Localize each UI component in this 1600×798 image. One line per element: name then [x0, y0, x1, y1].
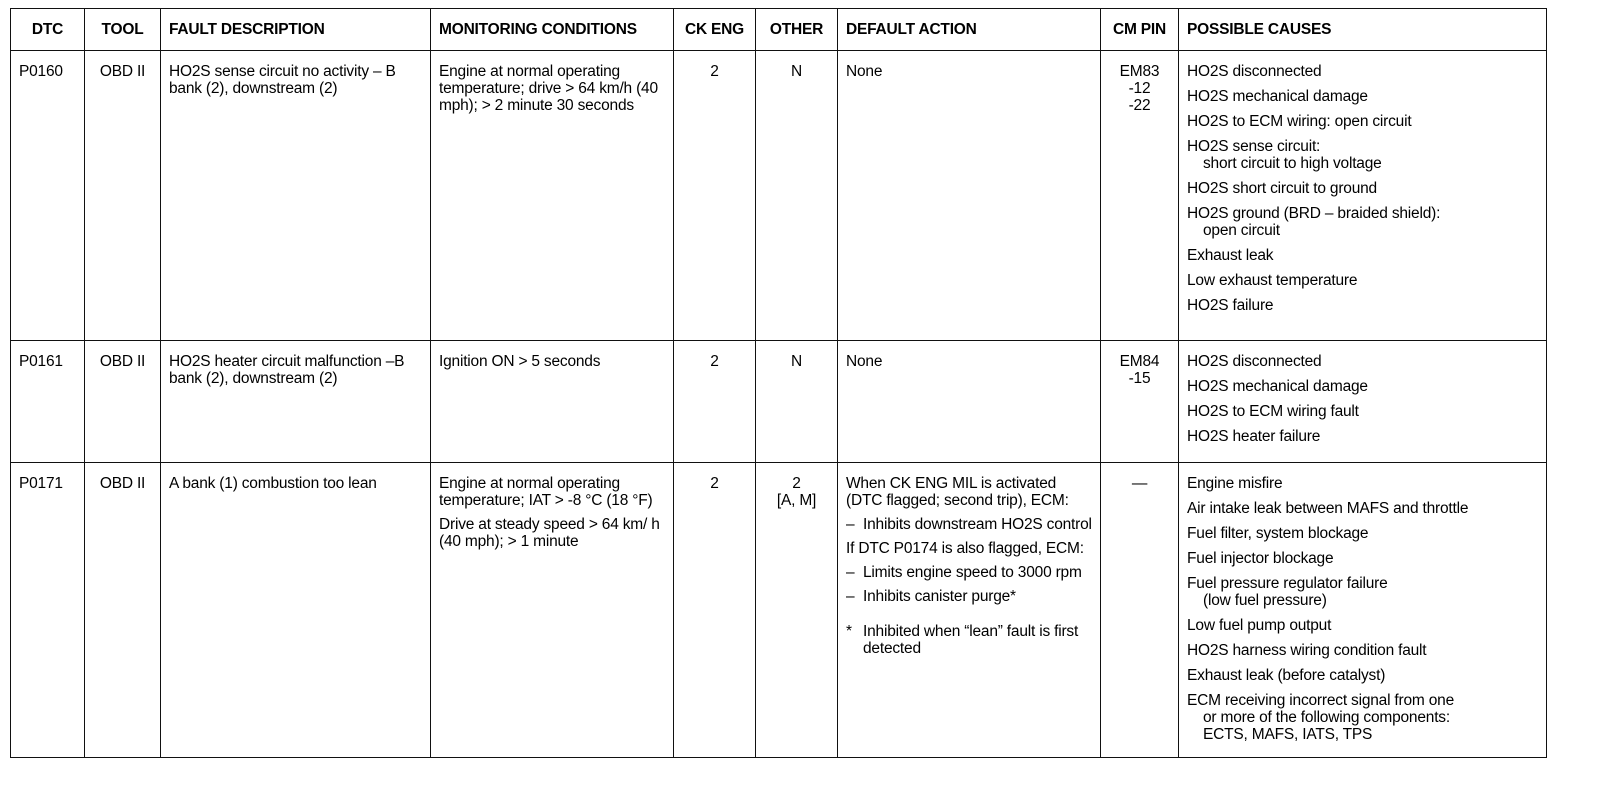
ck-eng: 2	[674, 341, 756, 463]
cm-pin	[1101, 51, 1179, 341]
table-row	[11, 51, 1547, 341]
cm-pin-line: -15	[1128, 370, 1151, 387]
dash-bullet: –	[846, 516, 855, 533]
cause-subtext: open circuit	[1203, 222, 1280, 239]
dtc-code: P0171	[11, 463, 85, 758]
cause-item	[1187, 272, 1538, 289]
default-action-item	[846, 588, 1092, 605]
header-monitoring-conditions: MONITORING CONDITIONS	[431, 9, 674, 51]
cause-item	[1187, 575, 1538, 609]
cause-text: HO2S sense circuit:	[1187, 138, 1321, 155]
default-action-intro: When CK ENG MIL is activated (DTC flagged; second trip), ECM:	[846, 475, 1069, 509]
dtc-table	[10, 8, 1547, 758]
header-default-action: DEFAULT ACTION	[838, 9, 1101, 51]
cause-item	[1187, 88, 1538, 105]
table-row	[11, 341, 1547, 463]
fault-description: HO2S heater circuit malfunction –B bank (2), downstream (2)	[161, 341, 431, 463]
default-action-item	[846, 564, 1092, 581]
monitoring-line: Engine at normal operating temperature; drive > 64 km/h (40 mph); > 2 minute 30 seconds	[439, 63, 658, 114]
fault-description: A bank (1) combustion too lean	[161, 463, 431, 758]
tool: OBD II	[85, 51, 161, 341]
cause-text: HO2S heater failure	[1187, 428, 1321, 445]
cause-text: HO2S disconnected	[1187, 353, 1322, 370]
default-action-note-text: Inhibited when “lean” fault is first detected	[863, 623, 1079, 657]
cause-item	[1187, 297, 1538, 314]
tool: OBD II	[85, 463, 161, 758]
cm-pin-line: EM83	[1119, 63, 1160, 80]
other-value: N	[791, 353, 802, 370]
dtc-code: P0160	[11, 51, 85, 341]
cause-item	[1187, 617, 1538, 634]
default-action-item-text: Inhibits canister purge*	[863, 588, 1016, 605]
monitoring-line: Engine at normal operating temperature; IAT > -8 °C (18 °F)	[439, 475, 653, 509]
other	[756, 51, 838, 341]
asterisk-mark: *	[846, 623, 852, 640]
header-other: OTHER	[756, 9, 838, 51]
cause-text: Exhaust leak	[1187, 247, 1274, 264]
possible-causes	[1179, 51, 1547, 341]
cause-text: HO2S disconnected	[1187, 63, 1322, 80]
cause-text: Air intake leak between MAFS and throttle	[1187, 500, 1469, 517]
cause-text: Fuel injector blockage	[1187, 550, 1334, 567]
cause-item	[1187, 550, 1538, 567]
cause-item	[1187, 205, 1538, 239]
cause-text: Engine misfire	[1187, 475, 1283, 492]
default-action	[838, 463, 1101, 758]
default-action-item-text: Inhibits downstream HO2S control	[863, 516, 1092, 533]
default-action: None	[838, 341, 1101, 463]
cm-pin-line: EM84	[1119, 353, 1160, 370]
cause-item	[1187, 403, 1538, 420]
cause-text: HO2S mechanical damage	[1187, 378, 1368, 395]
header-dtc: DTC	[11, 9, 85, 51]
cause-item	[1187, 428, 1538, 445]
monitoring-line: Ignition ON > 5 seconds	[439, 353, 601, 370]
monitoring-conditions	[431, 463, 674, 758]
ck-eng: 2	[674, 51, 756, 341]
default-action-item-text: Limits engine speed to 3000 rpm	[863, 564, 1082, 581]
cause-item	[1187, 475, 1538, 492]
cm-pin	[1101, 463, 1179, 758]
cause-text: Fuel filter, system blockage	[1187, 525, 1369, 542]
cause-text: HO2S to ECM wiring: open circuit	[1187, 113, 1412, 130]
cause-text: HO2S mechanical damage	[1187, 88, 1368, 105]
cause-item	[1187, 113, 1538, 130]
cause-item	[1187, 500, 1538, 517]
cause-subtext: short circuit to high voltage	[1203, 155, 1382, 172]
cm-pin-line: -12	[1128, 80, 1151, 97]
cause-subtext: (low fuel pressure)	[1203, 592, 1327, 609]
cause-item	[1187, 138, 1538, 172]
cause-text: HO2S to ECM wiring fault	[1187, 403, 1359, 420]
header-cm-pin: CM PIN	[1101, 9, 1179, 51]
tool: OBD II	[85, 341, 161, 463]
cause-text: Low fuel pump output	[1187, 617, 1332, 634]
cause-item	[1187, 378, 1538, 395]
other-value: N	[791, 63, 802, 80]
dash-bullet: –	[846, 588, 855, 605]
monitoring-conditions	[431, 341, 674, 463]
other-value: [A, M]	[776, 492, 817, 509]
other	[756, 463, 838, 758]
cm-pin-line: —	[1131, 475, 1148, 492]
default-action-item	[846, 516, 1092, 533]
ck-eng: 2	[674, 463, 756, 758]
cause-item	[1187, 180, 1538, 197]
cause-text: Low exhaust temperature	[1187, 272, 1358, 289]
cause-item	[1187, 525, 1538, 542]
cause-item	[1187, 247, 1538, 264]
cause-text: HO2S harness wiring condition fault	[1187, 642, 1427, 659]
possible-causes	[1179, 463, 1547, 758]
dtc-code: P0161	[11, 341, 85, 463]
cm-pin-line: -22	[1128, 97, 1151, 114]
cause-text: ECM receiving incorrect signal from one	[1187, 692, 1454, 709]
header-ck-eng: CK ENG	[674, 9, 756, 51]
other-value: 2	[792, 475, 801, 492]
other	[756, 341, 838, 463]
default-action: None	[838, 51, 1101, 341]
cause-subtext: or more of the following components:	[1203, 709, 1450, 726]
cause-text: HO2S ground (BRD – braided shield):	[1187, 205, 1441, 222]
header-possible-causes: POSSIBLE CAUSES	[1179, 9, 1547, 51]
cm-pin	[1101, 341, 1179, 463]
cause-text: Fuel pressure regulator failure	[1187, 575, 1388, 592]
header-tool: TOOL	[85, 9, 161, 51]
header-row	[11, 9, 1547, 51]
possible-causes	[1179, 341, 1547, 463]
cause-item	[1187, 353, 1538, 370]
cause-item	[1187, 642, 1538, 659]
cause-text: HO2S failure	[1187, 297, 1274, 314]
default-action-mid: If DTC P0174 is also flagged, ECM:	[846, 540, 1084, 557]
cause-subtext: ECTS, MAFS, IATS, TPS	[1203, 726, 1373, 743]
monitoring-conditions	[431, 51, 674, 341]
default-action-note	[846, 623, 1092, 657]
cause-item	[1187, 63, 1538, 80]
header-fault-description: FAULT DESCRIPTION	[161, 9, 431, 51]
dash-bullet: –	[846, 564, 855, 581]
cause-text: Exhaust leak (before catalyst)	[1187, 667, 1386, 684]
fault-description: HO2S sense circuit no activity – B bank (2), downstream (2)	[161, 51, 431, 341]
cause-item	[1187, 692, 1538, 743]
cause-item	[1187, 667, 1538, 684]
monitoring-line: Drive at steady speed > 64 km/ h (40 mph); > 1 minute	[439, 516, 660, 550]
cause-text: HO2S short circuit to ground	[1187, 180, 1377, 197]
table-row	[11, 463, 1547, 758]
